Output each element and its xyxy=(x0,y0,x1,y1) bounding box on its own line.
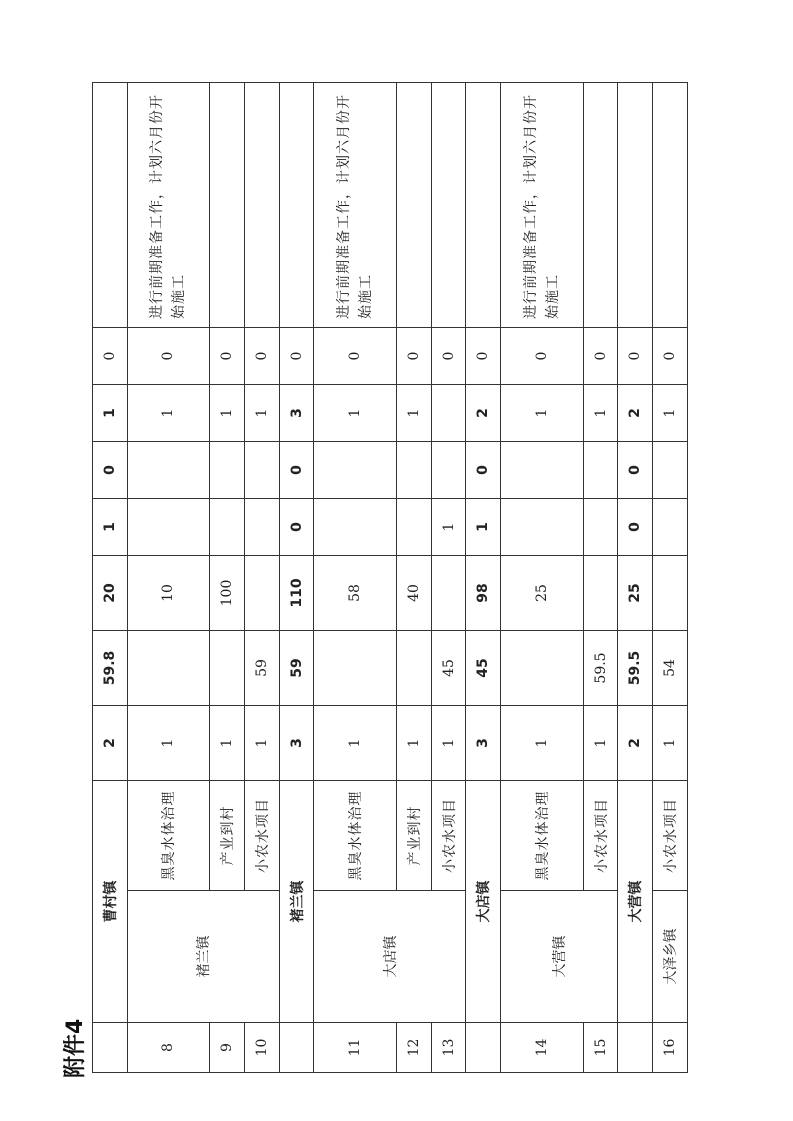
cell-note: 进行前期准备工作，计划六月份开始施工 xyxy=(314,83,396,328)
cell-note xyxy=(466,83,501,328)
cell-c1: 1 xyxy=(244,706,279,781)
cell-note xyxy=(93,83,128,328)
cell-no: 9 xyxy=(210,1023,245,1073)
cell-note: 进行前期准备工作，计划六月份开始施工 xyxy=(501,83,583,328)
cell-c2: 59.5 xyxy=(618,631,653,706)
table-row xyxy=(314,83,396,1073)
cell-c7: 0 xyxy=(93,328,128,385)
cell-c3: 98 xyxy=(466,556,501,631)
cell-c7: 0 xyxy=(127,328,209,385)
project-table xyxy=(92,82,688,1073)
cell-type: 小农水项目 xyxy=(244,781,279,891)
cell-c5 xyxy=(396,442,431,499)
cell-town-subtotal: 褚兰镇 xyxy=(279,781,314,1023)
cell-no: 12 xyxy=(396,1023,431,1073)
cell-type: 产业到村 xyxy=(210,781,245,891)
cell-c6: 1 xyxy=(314,385,396,442)
cell-c1: 3 xyxy=(466,706,501,781)
cell-c6: 1 xyxy=(93,385,128,442)
cell-no: 13 xyxy=(431,1023,466,1073)
cell-c6: 2 xyxy=(618,385,653,442)
cell-c4 xyxy=(127,499,209,556)
cell-note xyxy=(431,83,466,328)
cell-c4: 1 xyxy=(93,499,128,556)
cell-c4 xyxy=(210,499,245,556)
cell-c7: 0 xyxy=(396,328,431,385)
table-row-subtotal xyxy=(466,83,501,1073)
cell-c5 xyxy=(244,442,279,499)
cell-c2: 59 xyxy=(244,631,279,706)
cell-no xyxy=(279,1023,314,1073)
table-row xyxy=(653,83,688,1073)
cell-c4 xyxy=(583,499,618,556)
cell-c7: 0 xyxy=(314,328,396,385)
cell-c4 xyxy=(653,499,688,556)
cell-note: 进行前期准备工作，计划六月份开始施工 xyxy=(127,83,209,328)
cell-town-subtotal: 曹村镇 xyxy=(93,781,128,1023)
cell-c6: 1 xyxy=(127,385,209,442)
cell-c4: 1 xyxy=(466,499,501,556)
cell-c1: 2 xyxy=(93,706,128,781)
cell-c1: 3 xyxy=(279,706,314,781)
cell-c6: 3 xyxy=(279,385,314,442)
cell-no xyxy=(93,1023,128,1073)
cell-c6: 1 xyxy=(210,385,245,442)
cell-c6: 1 xyxy=(653,385,688,442)
cell-note xyxy=(210,83,245,328)
cell-note xyxy=(618,83,653,328)
cell-c2: 59 xyxy=(279,631,314,706)
cell-type: 小农水项目 xyxy=(583,781,618,891)
cell-c1: 1 xyxy=(396,706,431,781)
cell-type: 小农水项目 xyxy=(653,781,688,891)
cell-c3 xyxy=(244,556,279,631)
cell-c5 xyxy=(210,442,245,499)
cell-town: 大营镇 xyxy=(501,891,618,1023)
cell-c7: 0 xyxy=(501,328,583,385)
cell-c6: 1 xyxy=(244,385,279,442)
cell-c5 xyxy=(314,442,396,499)
cell-c7: 0 xyxy=(210,328,245,385)
cell-note xyxy=(244,83,279,328)
cell-c5: 0 xyxy=(279,442,314,499)
cell-c7: 0 xyxy=(279,328,314,385)
cell-no: 16 xyxy=(653,1023,688,1073)
cell-c2 xyxy=(314,631,396,706)
cell-c7: 0 xyxy=(466,328,501,385)
cell-c7: 0 xyxy=(583,328,618,385)
cell-no: 11 xyxy=(314,1023,396,1073)
cell-town-subtotal: 大店镇 xyxy=(466,781,501,1023)
cell-note xyxy=(279,83,314,328)
cell-c3: 40 xyxy=(396,556,431,631)
cell-town-subtotal: 大营镇 xyxy=(618,781,653,1023)
cell-c3: 58 xyxy=(314,556,396,631)
cell-c2: 59.5 xyxy=(583,631,618,706)
attachment-label: 附件4 xyxy=(63,1018,88,1078)
cell-c3: 10 xyxy=(127,556,209,631)
cell-c4 xyxy=(396,499,431,556)
cell-c5 xyxy=(501,442,583,499)
cell-no xyxy=(466,1023,501,1073)
cell-c3: 110 xyxy=(279,556,314,631)
table-row-subtotal xyxy=(279,83,314,1073)
cell-town: 大店镇 xyxy=(314,891,466,1023)
cell-type: 黑臭水体治理 xyxy=(314,781,396,891)
cell-c5: 0 xyxy=(466,442,501,499)
table-row xyxy=(127,83,209,1073)
cell-c6: 1 xyxy=(501,385,583,442)
cell-c1: 1 xyxy=(210,706,245,781)
cell-c3 xyxy=(583,556,618,631)
cell-c3 xyxy=(653,556,688,631)
cell-c5 xyxy=(127,442,209,499)
cell-no: 10 xyxy=(244,1023,279,1073)
cell-no: 14 xyxy=(501,1023,583,1073)
cell-c5 xyxy=(431,442,466,499)
cell-c4: 0 xyxy=(279,499,314,556)
cell-c2: 45 xyxy=(431,631,466,706)
project-table-rotated xyxy=(92,83,688,1073)
cell-c4: 0 xyxy=(618,499,653,556)
cell-c3: 25 xyxy=(501,556,583,631)
cell-c2: 54 xyxy=(653,631,688,706)
cell-town: 褚兰镇 xyxy=(127,891,279,1023)
cell-c4 xyxy=(314,499,396,556)
cell-c4 xyxy=(501,499,583,556)
cell-c1: 1 xyxy=(501,706,583,781)
cell-c1: 1 xyxy=(314,706,396,781)
table-row-subtotal xyxy=(618,83,653,1073)
cell-no: 8 xyxy=(127,1023,209,1073)
cell-c7: 0 xyxy=(244,328,279,385)
cell-c2: 59.8 xyxy=(93,631,128,706)
cell-type: 小农水项目 xyxy=(431,781,466,891)
cell-c1: 1 xyxy=(431,706,466,781)
cell-c3: 25 xyxy=(618,556,653,631)
cell-note xyxy=(653,83,688,328)
cell-c6 xyxy=(431,385,466,442)
cell-c1: 1 xyxy=(127,706,209,781)
cell-c5 xyxy=(583,442,618,499)
cell-type: 黑臭水体治理 xyxy=(127,781,209,891)
cell-c2: 45 xyxy=(466,631,501,706)
cell-c2 xyxy=(210,631,245,706)
cell-c6: 1 xyxy=(583,385,618,442)
cell-note xyxy=(396,83,431,328)
table-row-subtotal xyxy=(93,83,128,1073)
cell-c6: 1 xyxy=(396,385,431,442)
cell-c7: 0 xyxy=(431,328,466,385)
cell-type: 黑臭水体治理 xyxy=(501,781,583,891)
cell-c4 xyxy=(244,499,279,556)
table-row xyxy=(501,83,583,1073)
cell-c5: 0 xyxy=(618,442,653,499)
cell-c1: 1 xyxy=(653,706,688,781)
cell-no: 15 xyxy=(583,1023,618,1073)
cell-type: 产业到村 xyxy=(396,781,431,891)
cell-c1: 1 xyxy=(583,706,618,781)
cell-c7: 0 xyxy=(618,328,653,385)
cell-c2 xyxy=(396,631,431,706)
cell-note xyxy=(583,83,618,328)
cell-c1: 2 xyxy=(618,706,653,781)
cell-c5: 0 xyxy=(93,442,128,499)
cell-c2 xyxy=(501,631,583,706)
cell-c3: 100 xyxy=(210,556,245,631)
cell-c2 xyxy=(127,631,209,706)
cell-c7: 0 xyxy=(653,328,688,385)
cell-no xyxy=(618,1023,653,1073)
cell-town: 大泽乡镇 xyxy=(653,891,688,1023)
cell-c4: 1 xyxy=(431,499,466,556)
cell-c5 xyxy=(653,442,688,499)
cell-c3: 20 xyxy=(93,556,128,631)
cell-c6: 2 xyxy=(466,385,501,442)
cell-c3 xyxy=(431,556,466,631)
